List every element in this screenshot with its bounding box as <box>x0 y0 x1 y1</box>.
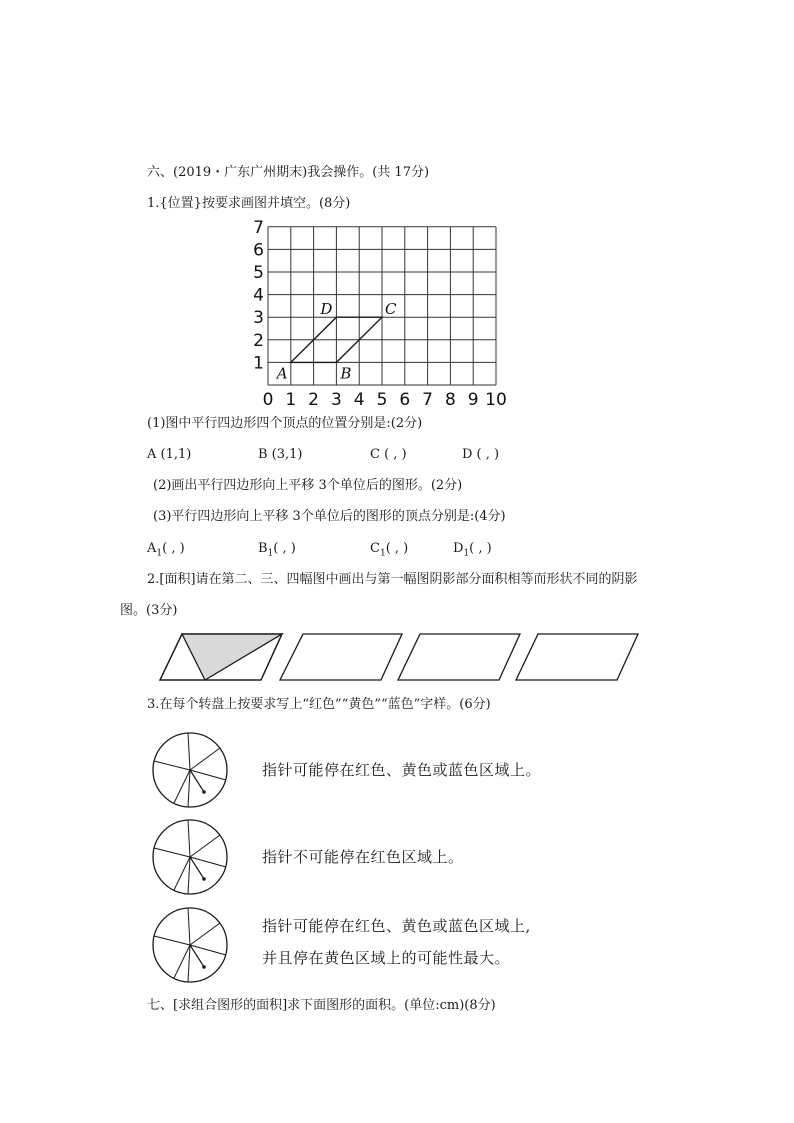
question-1-sub-1: (1)图中平行四边形四个顶点的位置分别是:(2分) <box>147 416 423 431</box>
question-1-sub-3: (3)平行四边形向上平移 3个单位后的图形的顶点分别是:(4分) <box>153 509 506 524</box>
translated-vertex-d1: $D_1$( , ) <box>453 541 492 559</box>
x-tick-label: 9 <box>467 390 479 410</box>
x-tick-label: 4 <box>353 390 365 410</box>
question-2-line-1: 2.[面积]请在第二、三、四幅图中画出与第一幅图阴影部分面积相等而形状不同的阴影 <box>147 572 638 587</box>
translated-vertex-a1: $A_1$( , ) <box>147 541 185 559</box>
x-tick-label: 6 <box>399 390 411 410</box>
spinner-1-instruction: 指针可能停在红色、黄色或蓝色区域上。 <box>262 761 542 779</box>
y-tick-label: 5 <box>253 263 264 283</box>
question-2-line-2: 图。(3分) <box>120 603 178 618</box>
vertex-answer-c: C ( , ) <box>370 447 407 462</box>
vertex-label-b: B <box>340 364 352 383</box>
vertex-answer-b: B (3,1) <box>258 447 303 462</box>
y-tick-label: 6 <box>253 240 264 261</box>
spinner-1[interactable] <box>153 733 227 807</box>
x-tick-label: 1 <box>285 390 297 410</box>
question-3-heading: 3.在每个转盘上按要求写上“红色”“黄色”“蓝色”字样。(6分) <box>147 697 491 712</box>
spinner-3[interactable] <box>153 908 227 982</box>
spinner-2[interactable] <box>153 820 227 894</box>
translated-vertex-c1: $C_1$( , ) <box>370 541 409 559</box>
x-tick-label: 10 <box>485 390 507 410</box>
x-tick-label: 3 <box>330 390 342 410</box>
question-1-sub-2: (2)画出平行四边形向上平移 3个单位后的图形。(2分) <box>153 478 463 493</box>
vertex-label-a: A <box>276 364 288 383</box>
x-tick-label: 0 <box>262 390 274 410</box>
vertex-answer-d: D ( , ) <box>462 447 500 462</box>
section-7-title: 七、[求组合图形的面积]求下面图形的面积。(单位:cm)(8分) <box>147 998 496 1013</box>
y-tick-label: 4 <box>253 285 264 306</box>
vertex-answer-a: A (1,1) <box>147 447 192 462</box>
x-tick-label: 2 <box>308 390 320 410</box>
x-tick-label: 8 <box>444 390 456 410</box>
y-tick-label: 3 <box>253 308 264 329</box>
translated-vertex-b1: $B_1$( , ) <box>258 541 296 559</box>
y-tick-label: 1 <box>253 353 264 374</box>
x-tick-label: 5 <box>376 390 388 410</box>
spinner-3-instruction-line-1: 指针可能停在红色、黄色或蓝色区域上, <box>262 917 531 935</box>
y-tick-label: 7 <box>253 217 264 238</box>
y-tick-label: 2 <box>253 330 264 351</box>
question-1-heading: 1.{位置}按要求画图并填空。(8分) <box>147 196 351 211</box>
section-6-title: 六、(2019・广东广州期末)我会操作。(共 17分) <box>147 165 430 180</box>
vertex-label-c: C <box>385 300 397 319</box>
spinner-2-instruction: 指针不可能停在红色区域上。 <box>262 848 464 866</box>
spinner-3-instruction-line-2: 并且停在黄色区域上的可能性最大。 <box>262 949 511 967</box>
vertex-label-d: D <box>320 300 333 319</box>
x-tick-label: 7 <box>422 390 434 410</box>
